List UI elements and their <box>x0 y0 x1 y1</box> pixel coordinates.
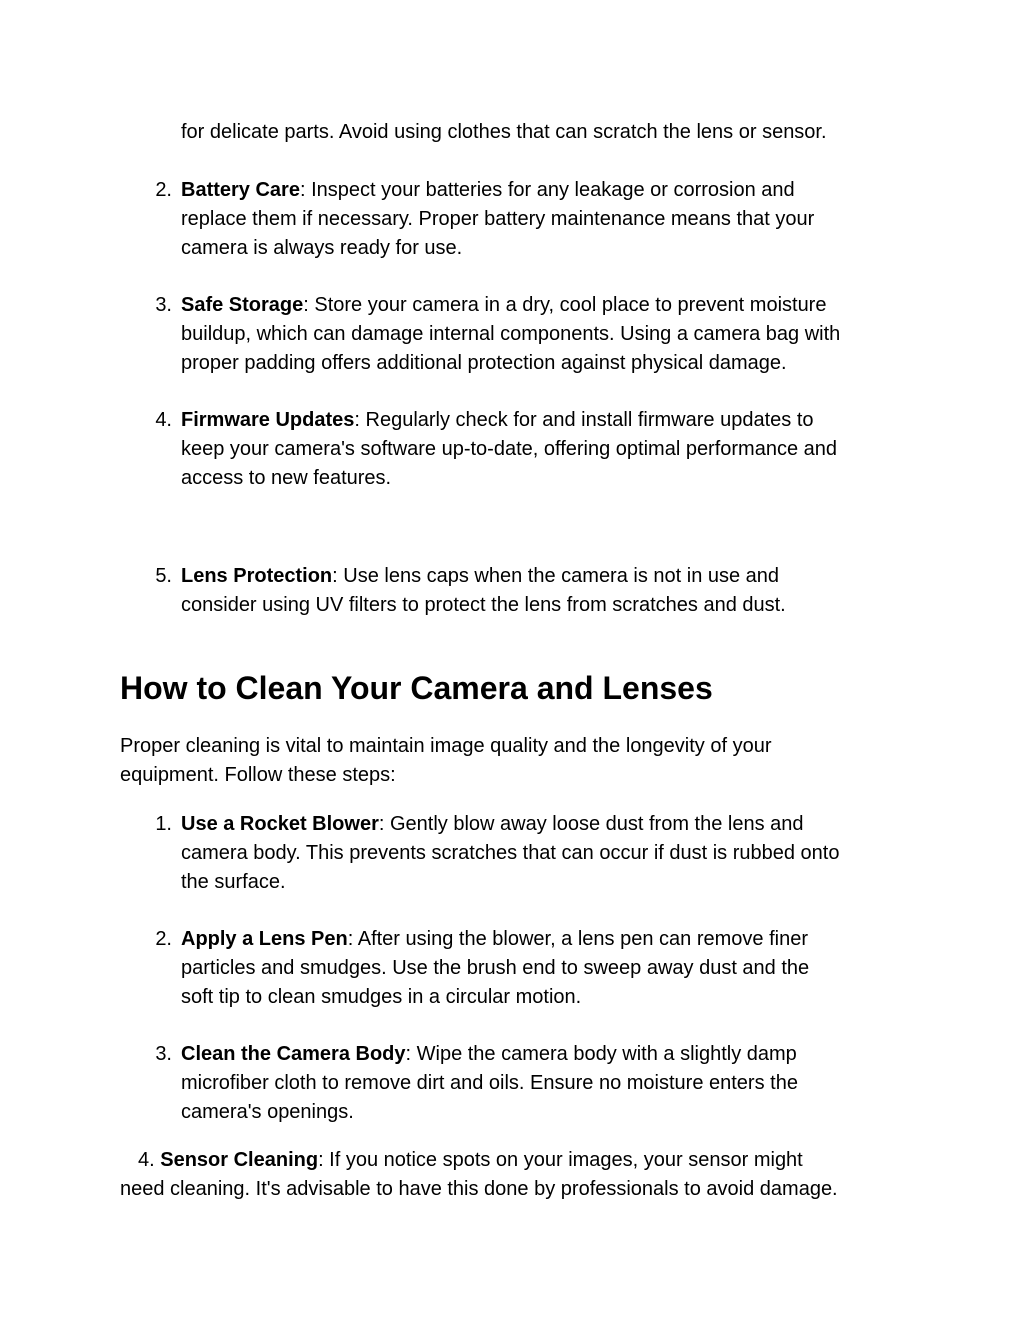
list-term: Clean the Camera Body <box>181 1043 406 1065</box>
list-text: proper padding offers additional protection against physical damage. <box>181 352 787 374</box>
intro-line-1: Proper cleaning is vital to maintain image quality and the longevity of your <box>120 735 772 757</box>
list-text: : Inspect your batteries for any leakage or corrosion and <box>299 179 795 201</box>
list-text: camera body. This prevents scratches that can occur if dust is rubbed onto <box>181 842 840 864</box>
list-term: Use a Rocket Blower <box>181 813 379 835</box>
list-number: 5. <box>155 565 172 587</box>
list-number: 3. <box>155 294 172 316</box>
list-term: Battery Care <box>181 179 300 201</box>
list-text: : If you notice spots on your images, your sensor might <box>318 1149 803 1171</box>
continuation-text: for delicate parts. Avoid using clothes that can scratch the lens or sensor. <box>181 121 827 143</box>
list-number: 4. <box>155 409 172 431</box>
list-text: : Use lens caps when the camera is not in use and <box>332 565 780 587</box>
list-text: keep your camera's software up-to-date, offering optimal performance and <box>181 438 838 460</box>
list-text: access to new features. <box>181 467 392 489</box>
sensor-cleaning-line-1 <box>138 1146 803 1175</box>
list-text: : Regularly check for and install firmware updates to <box>354 409 814 431</box>
list-number: 2. <box>155 928 172 950</box>
intro-line-2: equipment. Follow these steps: <box>120 764 396 786</box>
list-number: 4. <box>138 1149 155 1171</box>
list-text: soft tip to clean smudges in a circular motion. <box>181 986 582 1008</box>
list-text: : After using the blower, a lens pen can remove finer <box>347 928 808 950</box>
list-term: Safe Storage <box>181 294 304 316</box>
list-text: : Store your camera in a dry, cool place to prevent moisture <box>303 294 827 316</box>
list-text: microfiber cloth to remove dirt and oils. Ensure no moisture enters the <box>181 1072 798 1094</box>
list-term: Apply a Lens Pen <box>181 928 348 950</box>
list-text: consider using UV filters to protect the lens from scratches and dust. <box>181 594 786 616</box>
section-heading: How to Clean Your Camera and Lenses <box>120 670 713 706</box>
list-term: Sensor Cleaning <box>160 1149 319 1171</box>
list-term: Lens Protection <box>181 565 333 587</box>
list-text: buildup, which can damage internal components. Using a camera bag with <box>181 323 841 345</box>
list-number: 1. <box>155 813 172 835</box>
list-text: particles and smudges. Use the brush end to sweep away dust and the <box>181 957 810 979</box>
list-text: the surface. <box>181 871 286 893</box>
list-number: 3. <box>155 1043 172 1065</box>
list-term: Firmware Updates <box>181 409 355 431</box>
sensor-cleaning-line-2: need cleaning. It's advisable to have this done by professionals to avoid damage. <box>120 1178 838 1200</box>
list-number: 2. <box>155 179 172 201</box>
list-text: camera is always ready for use. <box>181 237 463 259</box>
list-text: : Wipe the camera body with a slightly damp <box>405 1043 797 1065</box>
list-text: replace them if necessary. Proper battery maintenance means that your <box>181 208 815 230</box>
list-text: : Gently blow away loose dust from the lens and <box>378 813 804 835</box>
list-text: camera's openings. <box>181 1101 354 1123</box>
